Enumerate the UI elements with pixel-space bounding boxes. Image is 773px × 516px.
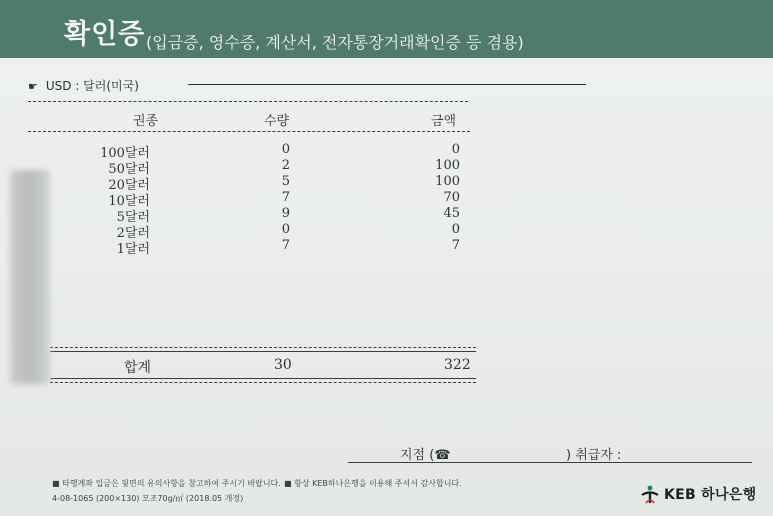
table-row — [0, 174, 773, 193]
hana-bank-logo-icon — [640, 484, 660, 504]
page-title: 확인증 — [64, 19, 146, 50]
row-quantity: 5 — [281, 174, 290, 189]
row-quantity: 9 — [281, 206, 290, 221]
row-amount: 70 — [443, 190, 460, 205]
total-bottom-rule — [50, 382, 476, 383]
total-top-rule-solid — [50, 351, 476, 352]
row-amount: 100 — [435, 174, 460, 189]
row-amount: 0 — [451, 222, 460, 237]
branch-label: 지점 (☎ — [400, 448, 451, 463]
row-denomination: 100달러 — [100, 146, 150, 161]
row-denomination: 1달러 — [116, 242, 150, 257]
currency-label: USD : 달러(미국) — [45, 79, 139, 93]
row-amount: 0 — [451, 142, 460, 157]
row-denomination: 10달러 — [108, 194, 150, 209]
column-header-denomination: 권종 — [133, 114, 159, 129]
notice-left: ■ 타행계좌 입금은 뒷면의 유의사항을 참고하여 주시기 바랍니다. — [52, 479, 281, 488]
pointing-hand-icon: ☛ — [28, 80, 38, 93]
currency-underline — [188, 84, 586, 85]
bank-logo — [640, 483, 756, 505]
table-row — [0, 222, 773, 241]
table-row — [0, 142, 773, 161]
redacted-stamp — [10, 170, 50, 384]
row-denomination: 20달러 — [108, 178, 150, 193]
header-band — [0, 0, 773, 58]
table-top-rule — [28, 101, 468, 102]
row-amount: 100 — [435, 158, 460, 173]
page-subtitle: (입금증, 영수증, 계산서, 전자통장거래확인증 등 겸용) — [146, 33, 524, 52]
bank-name: KEB 하나은행 — [664, 487, 757, 503]
table-row — [0, 158, 773, 177]
row-quantity: 7 — [281, 190, 290, 205]
row-amount: 45 — [443, 206, 460, 221]
total-top-rule — [50, 347, 476, 348]
table-row — [0, 206, 773, 225]
header-bottom-rule — [28, 131, 470, 132]
table-row — [0, 190, 773, 209]
total-amount: 322 — [444, 357, 471, 373]
column-header-amount: 금액 — [431, 114, 457, 129]
form-number: 4-08-1065 (200×130) 모조70g/㎡ (2018.05 개정) — [52, 494, 244, 503]
row-denomination: 50달러 — [108, 162, 150, 177]
total-bottom-rule-solid — [50, 378, 476, 379]
row-quantity: 0 — [281, 222, 290, 237]
currency-label-row — [28, 77, 139, 94]
notice-right: ■ 항상 KEB하나은행을 이용해 주셔서 감사합니다. — [284, 479, 462, 488]
row-denomination: 2달러 — [116, 226, 150, 241]
row-quantity: 2 — [281, 158, 290, 173]
row-denomination: 5달러 — [116, 210, 150, 225]
row-quantity: 7 — [281, 238, 290, 253]
row-quantity: 0 — [281, 142, 290, 157]
table-row — [0, 238, 773, 257]
total-quantity: 30 — [274, 357, 292, 373]
branch-underline — [348, 462, 752, 463]
total-label: 합계 — [124, 360, 152, 376]
row-amount: 7 — [451, 238, 460, 253]
column-header-quantity: 수량 — [264, 114, 290, 129]
handler-label: ) 취급자 : — [566, 448, 622, 463]
